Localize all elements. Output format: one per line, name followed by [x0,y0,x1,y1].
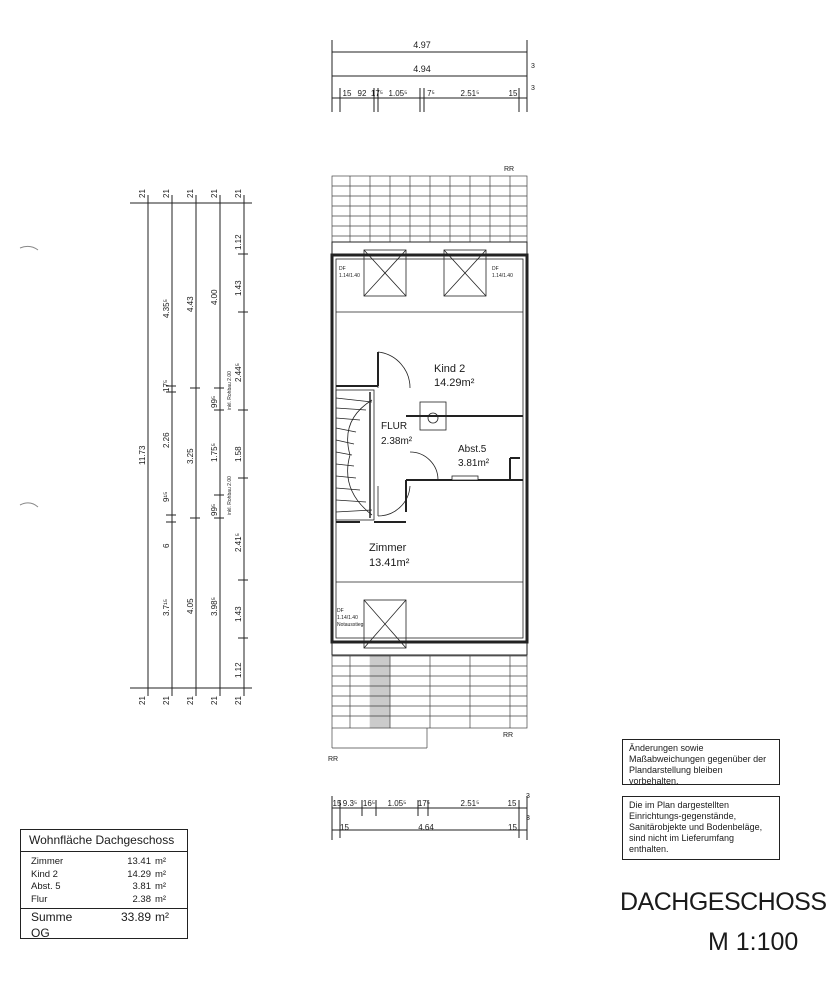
dim-col4: 1.43 [234,280,243,296]
dim-note: inkl. Rohbau 2.00 [227,476,233,515]
dim-col1: 3.7¹⁵ [162,598,171,616]
notice-furnishing: Die im Plan dargestellten Einrichtungs-gegenstände, Sanitärobjekte und Bodenbeläge, sind nicht im Lieferumfang enthalten. [622,796,780,860]
dim-top-21: 21 [210,189,219,198]
area-row-unit: m² [155,868,167,880]
roof-hatch-bottom [332,656,527,748]
room-area-abst5: 3.81m² [458,458,490,469]
dim-col3: 4.00 [210,289,219,305]
area-row-value: 13.41 [127,856,151,867]
dim-top-21: 21 [162,189,171,198]
dim-bottom-21: 21 [186,696,195,705]
dim-edge: 3 [526,793,530,800]
room-name-flur: FLUR [381,421,408,432]
window-label: Notausstieg [337,622,364,628]
dim-col2: 4.05 [186,598,195,614]
dim-seg: 1.05⁵ [387,799,407,808]
dim-seg: 15 [507,799,517,808]
dim-row2: 15 [340,823,349,832]
rr-label: RR [503,732,514,739]
dim-edge: 3 [531,85,535,92]
roof-hatch-top [332,176,527,242]
area-row [21,869,187,882]
dim-edge: 3 [526,815,530,822]
dim-seg: 15 [332,799,342,808]
area-row-value: 14.29 [127,868,151,880]
window-label: DF [339,266,346,272]
dim-seg: 1.05⁵ [388,89,408,98]
dim-seg: 7⁵ [427,89,435,98]
dim-col2: 4.43 [186,296,195,312]
window-label: DF [337,608,344,614]
dim-seg: 2.51⁵ [460,89,480,98]
dim-note: inkl. Rohbau 2.00 [227,371,233,410]
room-name-abst5: Abst.5 [458,444,487,455]
area-row-name: Kind 2 [31,868,58,880]
dim-row2: 15 [508,823,517,832]
area-row-unit: m² [155,893,167,905]
dim-col4: 1.12 [234,234,243,250]
area-row-unit: m² [155,856,167,867]
dim-col1: 17⁵ [162,379,171,392]
area-row [21,856,187,869]
dim-seg: 16⁵ [362,799,376,808]
dim-col1: 9¹⁵ [162,491,171,502]
window-label: 1.14/1.40 [339,273,360,279]
dim-seg: 92 [357,89,367,98]
dim-col4: 1.58 [234,446,243,462]
dim-col3: 99⁵ [210,395,219,408]
area-sum-value: 33.89 [120,910,151,924]
area-row [21,894,187,907]
dim-inner: 4.94 [413,64,431,74]
dim-seg: 17⁵ [370,89,384,98]
staircase [336,390,374,520]
dim-bottom-21: 21 [138,696,147,705]
area-row-name: Abst. 5 [31,881,61,892]
dim-col3: 99⁵ [210,503,219,516]
area-sum-label: Summe OG [31,910,73,940]
area-row [21,881,187,894]
dim-bottom-21: 21 [210,696,219,705]
dim-col4: 2.44⁵ [234,363,243,382]
window-label: 1.14/1.40 [337,615,358,621]
area-sum-row [21,908,187,940]
area-row-value: 2.38 [132,893,151,905]
dim-seg: 2.51⁵ [460,799,480,808]
rr-label: RR [328,756,339,763]
dim-col2: 3.25 [186,448,195,464]
area-row-value: 3.81 [132,881,151,892]
rr-label: RR [504,166,515,173]
dim-row2: 4.64 [418,823,434,832]
dim-top-21: 21 [234,189,243,198]
room-area-kind2: 14.29m² [434,377,475,389]
window-label: DF [492,266,499,272]
dim-col4: 1.43 [234,606,243,622]
plan-title: DACHGESCHOSS [620,888,827,916]
dim-overall: 4.97 [413,40,431,50]
dim-top-21: 21 [138,189,147,198]
room-area-flur: 2.38m² [381,436,413,447]
dim-bottom-21: 21 [162,696,171,705]
dim-seg: 17⁵ [417,799,431,808]
area-sum-unit: m² [155,910,169,924]
building-plan [328,166,527,763]
left-dimension-chains [130,189,252,705]
plan-scale: M 1:100 [708,928,799,956]
area-table-title: Wohnfläche Dachgeschoss [21,830,187,852]
room-name-zimmer: Zimmer [369,542,407,554]
dim-seg: 9.3⁵ [342,799,358,808]
room-area-zimmer: 13.41m² [369,557,410,569]
dim-col1: 2.26 [162,432,171,448]
dim-col4: 1.12 [234,662,243,678]
window-label: 1.14/1.40 [492,273,513,279]
notice-changes: Änderungen sowie Maßabweichungen gegenüber der Plandarstellung bleiben vorbehalten. [622,739,780,785]
dim-top-21: 21 [186,189,195,198]
dim-total: 11.73 [138,445,147,465]
dim-bottom-21: 21 [234,696,243,705]
dim-col1: 6 [162,543,171,548]
dim-col3: 1.75⁵ [210,443,219,462]
area-row-name: Flur [31,893,48,905]
dim-edge: 3 [531,63,535,70]
area-row-unit: m² [155,881,167,892]
top-dimension-chain [332,40,535,112]
area-table [20,829,188,939]
dim-seg: 15 [342,89,352,98]
dim-col4: 2.41⁵ [234,533,243,552]
dim-col1: 4.35⁵ [162,299,171,318]
bottom-dimension-chain [332,793,530,840]
area-row-name: Zimmer [31,856,64,867]
dim-col3: 3.98⁵ [210,597,219,616]
dim-seg: 15 [508,89,518,98]
room-name-kind2: Kind 2 [434,363,466,375]
